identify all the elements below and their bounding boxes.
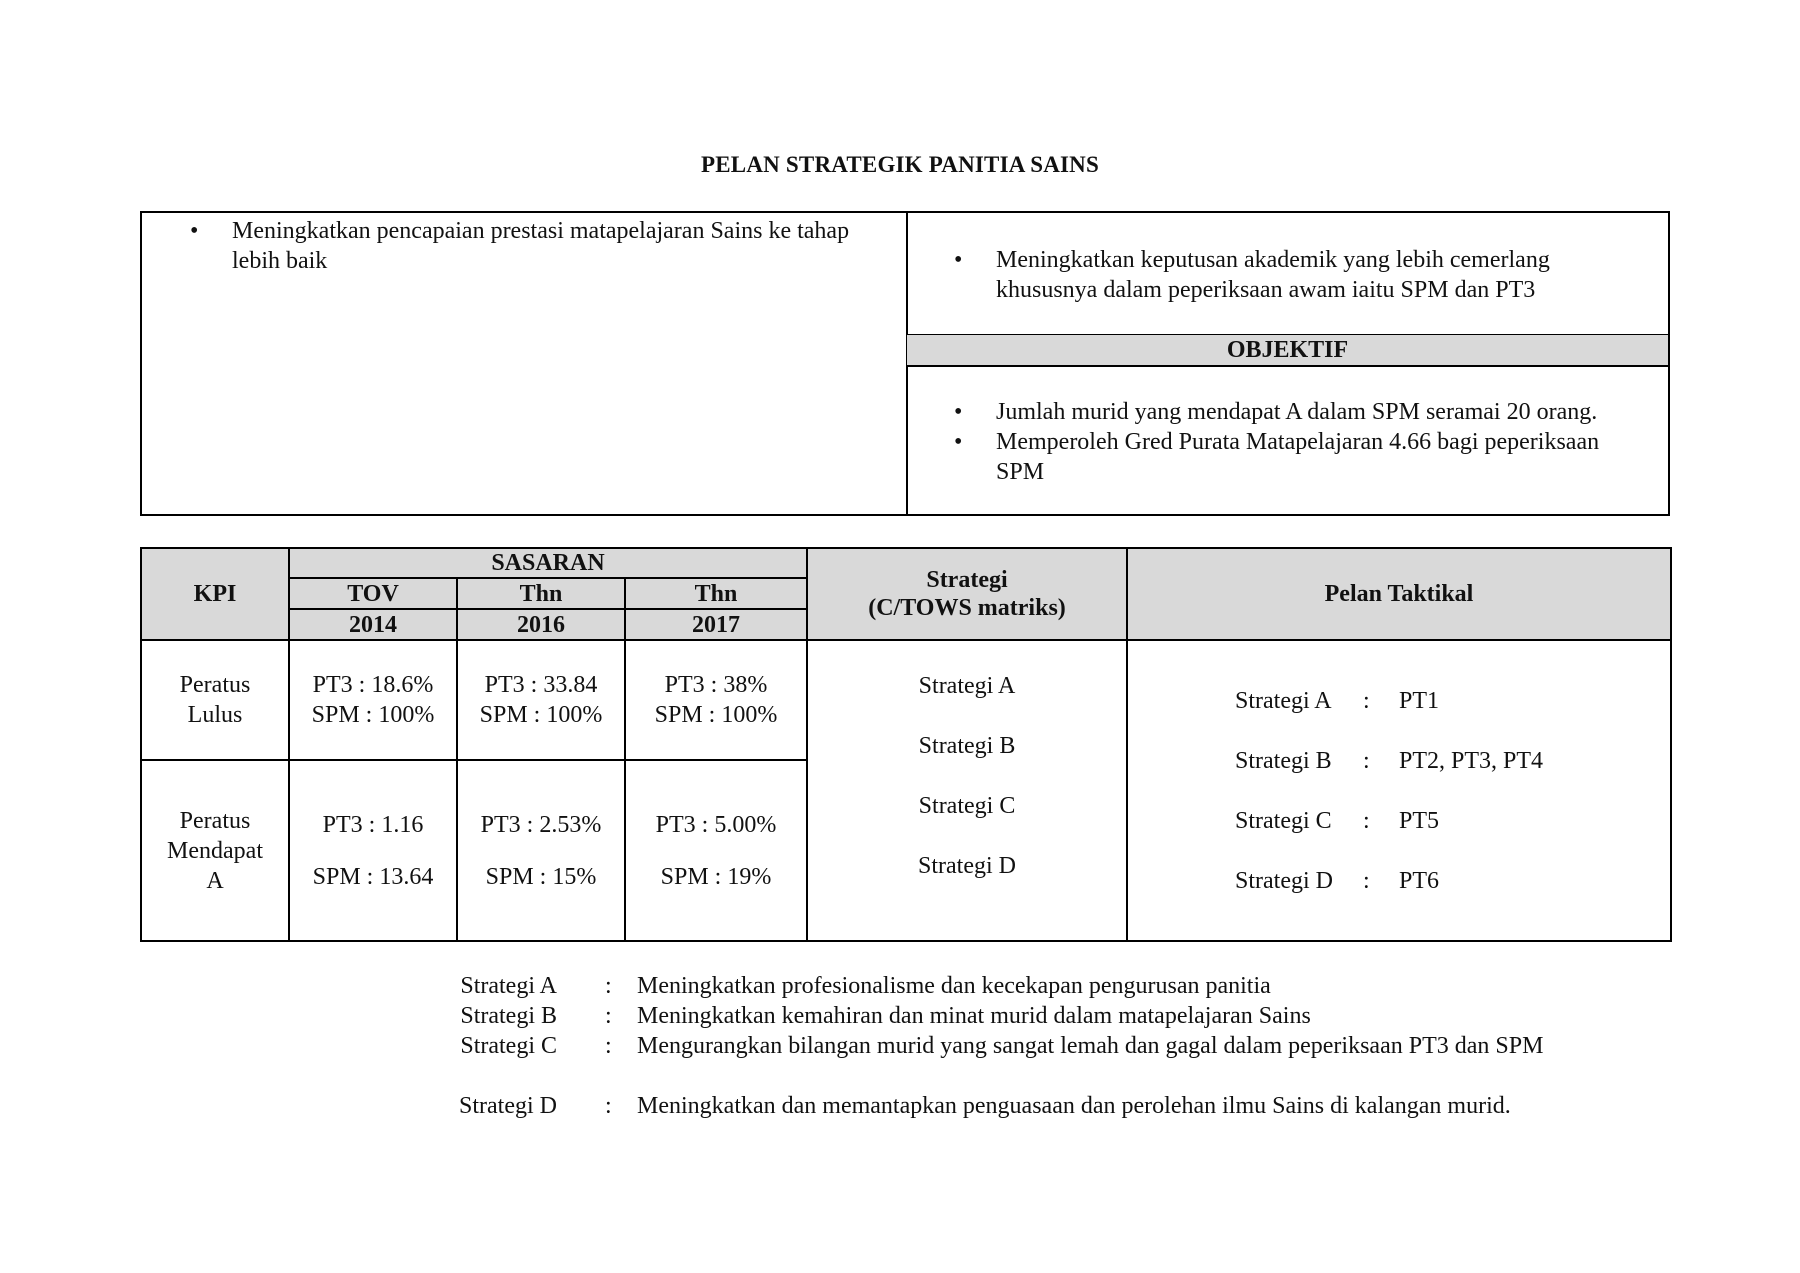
value-cell: PT3 : 33.84 SPM : 100% [457, 640, 625, 760]
strategy-item: Strategi B [918, 732, 1016, 759]
objective-text: Jumlah murid yang mendapat A dalam SPM seramai 20 orang. [996, 399, 1598, 425]
strategy-item: Strategi C [918, 792, 1016, 819]
bullet-icon: • [190, 218, 199, 244]
tactical-plan-cell [1127, 640, 1671, 941]
header-thn: Thn [457, 578, 625, 609]
objective-text-line: SPM [996, 459, 1045, 485]
legend-value: Meningkatkan profesionalisme dan kecekapan pengurusan panitia [637, 973, 1271, 999]
goal-text-line: Meningkatkan keputusan akademik yang lebih cemerlang [996, 247, 1550, 273]
goal-text-line: khususnya dalam peperiksaan awam iaitu SPM dan PT3 [996, 277, 1536, 303]
value-cell: PT3 : 18.6% SPM : 100% [289, 640, 457, 760]
legend-key: Strategi B [460, 1003, 557, 1029]
bullet-icon: • [954, 429, 963, 455]
kpi-cell: Peratus Mendapat A [141, 760, 289, 941]
header-thn: Thn [625, 578, 807, 609]
legend-key: Strategi D [459, 1093, 557, 1119]
goal-text-line: lebih baik [232, 248, 328, 274]
legend-key: Strategi A [460, 973, 557, 999]
document-title: PELAN STRATEGIK PANITIA SAINS [701, 152, 1099, 177]
bullet-icon: • [954, 247, 963, 273]
tactical-item: Strategi B : PT2, PT3, PT4 [1234, 747, 1544, 774]
objective-text-line: Memperoleh Gred Purata Matapelajaran 4.66 bagi peperiksaan [996, 429, 1600, 455]
value-cell: PT3 : 5.00% SPM : 19% [625, 760, 807, 941]
divider-line [906, 365, 1668, 367]
header-year-2017: 2017 [625, 609, 807, 640]
goal-text-line: Meningkatkan pencapaian prestasi matapelajaran Sains ke tahap [232, 218, 850, 244]
legend-value: Meningkatkan dan memantapkan penguasaan dan perolehan ilmu Sains di kalangan murid. [637, 1093, 1511, 1119]
kpi-cell: Peratus Lulus [141, 640, 289, 760]
tactical-item: Strategi D : PT6 [1234, 867, 1439, 894]
header-sasaran: SASARAN [289, 548, 807, 578]
value-cell: PT3 : 38% SPM : 100% [625, 640, 807, 760]
strategy-item: Strategi D [918, 852, 1016, 879]
kpi-table [140, 547, 1672, 942]
header-year-2016: 2016 [457, 609, 625, 640]
header-pelan-taktikal: Pelan Taktikal [1127, 548, 1671, 640]
header-kpi: KPI [141, 548, 289, 640]
value-cell: PT3 : 1.16 SPM : 13.64 [289, 760, 457, 941]
tactical-item: Strategi C : PT5 [1234, 807, 1439, 834]
objektif-heading: OBJEKTIF [907, 335, 1668, 365]
strategy-item: Strategi A [918, 672, 1016, 699]
legend-key: Strategi C [460, 1033, 557, 1059]
header-strategi: Strategi (C/TOWS matriks) [807, 548, 1127, 640]
bullet-icon: • [954, 399, 963, 425]
header-year-2014: 2014 [289, 609, 457, 640]
tactical-item: Strategi A : PT1 [1234, 687, 1439, 714]
value-cell: PT3 : 2.53% SPM : 15% [457, 760, 625, 941]
legend-value: Meningkatkan kemahiran dan minat murid dalam matapelajaran Sains [637, 1003, 1311, 1029]
objectives-box [140, 211, 1670, 516]
legend-value: Mengurangkan bilangan murid yang sangat lemah dan gagal dalam peperiksaan PT3 dan SPM [637, 1033, 1544, 1059]
strategy-list-cell [807, 640, 1127, 941]
table-row [141, 640, 1671, 760]
header-tov: TOV [289, 578, 457, 609]
